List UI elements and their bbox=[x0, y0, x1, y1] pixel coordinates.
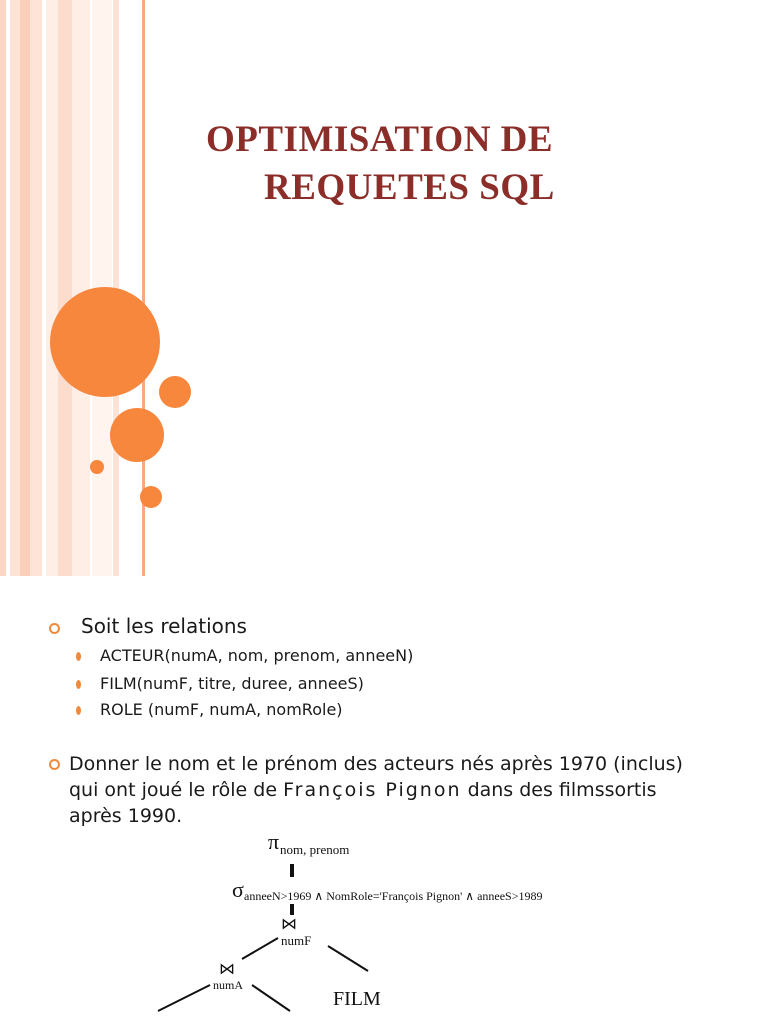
role-name: François Pignon bbox=[283, 779, 462, 801]
join-label-numA: numA bbox=[213, 978, 243, 992]
query-tree-diagram bbox=[140, 831, 640, 1024]
projection-symbol: π bbox=[268, 831, 280, 854]
dot-bullet-icon bbox=[76, 706, 81, 715]
edge bbox=[328, 946, 368, 971]
relation-film: FILM bbox=[333, 988, 381, 1010]
small-circle bbox=[140, 486, 162, 508]
ring-bullet-icon bbox=[49, 623, 60, 634]
small-circle bbox=[159, 376, 191, 408]
ring-bullet-icon bbox=[49, 759, 60, 770]
projection-attributes: nom, prenom bbox=[280, 842, 350, 857]
edge bbox=[252, 985, 290, 1011]
join-symbol: ⋈ bbox=[281, 916, 297, 933]
bullet-text: Soit les relations bbox=[81, 614, 247, 638]
join-symbol: ⋈ bbox=[219, 961, 235, 978]
edge bbox=[242, 938, 278, 959]
edge bbox=[158, 985, 210, 1011]
decorative-circles bbox=[0, 0, 220, 576]
dot-bullet-icon bbox=[76, 680, 81, 689]
selection-condition: anneeN>1969 ∧ NomRole='François Pignon' ∧ anneeS>1989 bbox=[244, 889, 543, 903]
question-part-1: Donner le nom et le prénom des acteurs nés après 1970 (inclus) qui ont joué le rôle de bbox=[69, 753, 683, 801]
medium-circle bbox=[110, 408, 164, 462]
selection-symbol: σ bbox=[232, 877, 244, 902]
large-circle bbox=[50, 287, 160, 397]
slide-title bbox=[190, 116, 630, 212]
tiny-circle bbox=[90, 460, 104, 474]
dot-bullet-icon bbox=[76, 652, 81, 661]
relation-text: ACTEUR(numA, nom, prenom, anneeN) bbox=[100, 646, 414, 665]
title-line-2: REQUETES SQL bbox=[264, 167, 555, 208]
relation-text: ROLE (numF, numA, nomRole) bbox=[100, 700, 343, 719]
join-label-numF: numF bbox=[281, 933, 312, 948]
relation-text: FILM(numF, titre, duree, anneeS) bbox=[100, 674, 364, 693]
content-slide bbox=[0, 576, 768, 1024]
question-text bbox=[69, 751, 709, 829]
title-line-1: OPTIMISATION DE bbox=[206, 119, 554, 160]
question-part-2: dans des filmssortis après 1990. bbox=[69, 779, 657, 827]
